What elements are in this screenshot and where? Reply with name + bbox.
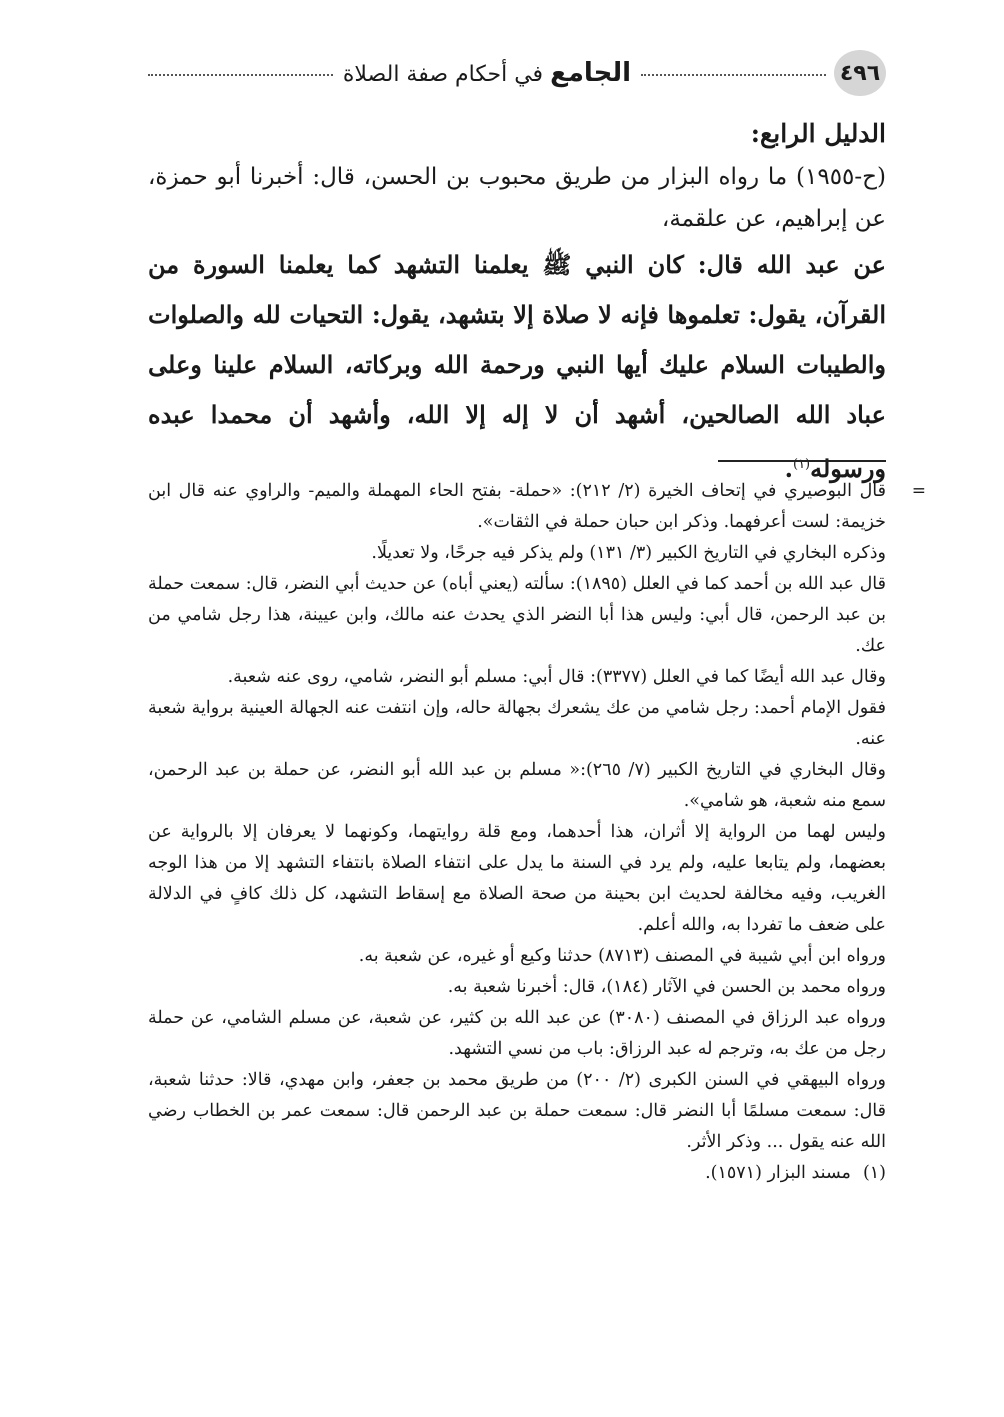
section-heading: الدليل الرابع: [750, 119, 886, 148]
footnote-line: ورواه عبد الرزاق في المصنف (٣٠٨٠) عن عبد الله بن كثير، عن شعبة، عن مسلم الشامي، عن حملة رجل من عك به، وترجم له عبد الرزاق: باب من نسي التشهد. [148, 1008, 886, 1059]
hadith-body: عن عبد الله قال: كان النبي ﷺ يعلمنا التشهد كما يعلمنا السورة من القرآن، يقول: تعلموها فإنه لا صلاة إلا بتشهد، يقول: التحيات لله والصلوات والطيبات السلام عليك أيها النبي ورحمة الله وبركاته، السلام علينا وعلى عباد الله الصالحين، أشهد أن لا إله إلا الله، وأشهد أن محمدا عبده ورسوله [148, 250, 886, 483]
book-title-bold: الجامع [550, 58, 632, 88]
footnote-line: ورواه ابن أبي شيبة في المصنف (٨٧١٣) حدثنا وكيع أو غيره، عن شعبة به. [358, 946, 886, 966]
hadith-chain: (ح-١٩٥٥) ما رواه البزار من طريق محبوب بن الحسن، قال: أخبرنا أبو حمزة، عن إبراهيم، عن علقمة، [148, 164, 886, 232]
footnote-line: وقال عبد الله أيضًا كما في العلل (٣٣٧٧): قال أبي: مسلم أبو النضر، شامي، روى عنه شعبة. [227, 667, 886, 687]
footnotes [148, 476, 926, 1189]
footnote-number: (١) [862, 1163, 886, 1183]
footnote-line: قال عبد الله بن أحمد كما في العلل (١٨٩٥): سألته (يعني أباه) عن حديث أبي النضر، قال: سمعت حملة بن عبد الرحمن، قال أبي: وليس هذا أبا النضر الذي يحدث عنه مالك، وابن عيينة، هذا رجل شامي من عك. [148, 574, 886, 656]
footnote-line: وقال البخاري في التاريخ الكبير (٧/ ٢٦٥):« مسلم بن عبد الله أبو النضر، عن حملة بن عبد الرحمن، سمع منه شعبة، هو شامي». [148, 760, 886, 811]
main-text [148, 112, 886, 494]
header-line [148, 50, 826, 96]
footnote-text: مسند البزار (١٥٧١). [705, 1163, 851, 1183]
footnote-line: فقول الإمام أحمد: رجل شامي من عك يشعرك بجهالة حاله، وإن انتفت عنه الجهالة العينية برواية شعبة عنه. [148, 698, 886, 749]
footnote-line: ورواه محمد بن الحسن في الآثار (١٨٤)، قال: أخبرنا شعبة به. [447, 977, 886, 997]
hadith-text [148, 240, 886, 494]
continuation-mark: = [911, 481, 926, 501]
footnote-ref[interactable]: (١) [792, 457, 811, 472]
running-header [148, 50, 886, 96]
footnote-line: وليس لهما من الرواية إلا أثران، هذا أحدهما، ومع قلة روايتهما، وكونهما لا يعرفان إلا بالرواية عن بعضهما، ولم يتابعا عليه، ولم يرد في السنة ما يدل على انتفاء الصلاة بانتفاء التشهد إلا من هذا الوجه الغريب، وفيه مخالفة لحديث ابن بحينة من صحة الصلاة مع إسقاط التشهد، كل ذلك كافٍ في الدلالة على ضعف ما تفردا به، والله أعلم. [148, 822, 886, 935]
header-dots-right [641, 74, 826, 76]
footnote-line: قال البوصيري في إتحاف الخيرة (٢/ ٢١٢): «حملة- بفتح الحاء المهملة والميم- والراوي عنه قال ابن خزيمة: لست أعرفهما. وذكر ابن حبان حملة في الثقات». [148, 481, 886, 532]
footnote-continuation [148, 476, 926, 538]
book-title-rest: في أحكام صفة الصلاة [342, 62, 551, 87]
book-title [343, 58, 631, 88]
footnote-separator [718, 460, 886, 462]
page-number: ٤٩٦ [834, 50, 886, 96]
footnote-line: وذكره البخاري في التاريخ الكبير (٣/ ١٣١) ولم يذكر فيه جرحًا، ولا تعديلًا. [371, 543, 886, 563]
footnote-line: ورواه البيهقي في السنن الكبرى (٢/ ٢٠٠) من طريق محمد بن جعفر، وابن مهدي، قالا: حدثنا شعبة، قال: سمعت مسلمًا أبا النضر قال: سمعت حملة بن عبد الرحمن قال: سمعت عمر بن الخطاب رضي الله عنه يقول ... وذكر الأثر. [148, 1070, 886, 1152]
hadith-end: . [784, 454, 793, 483]
header-dots-left [148, 74, 333, 76]
footnote-1 [148, 1158, 886, 1189]
